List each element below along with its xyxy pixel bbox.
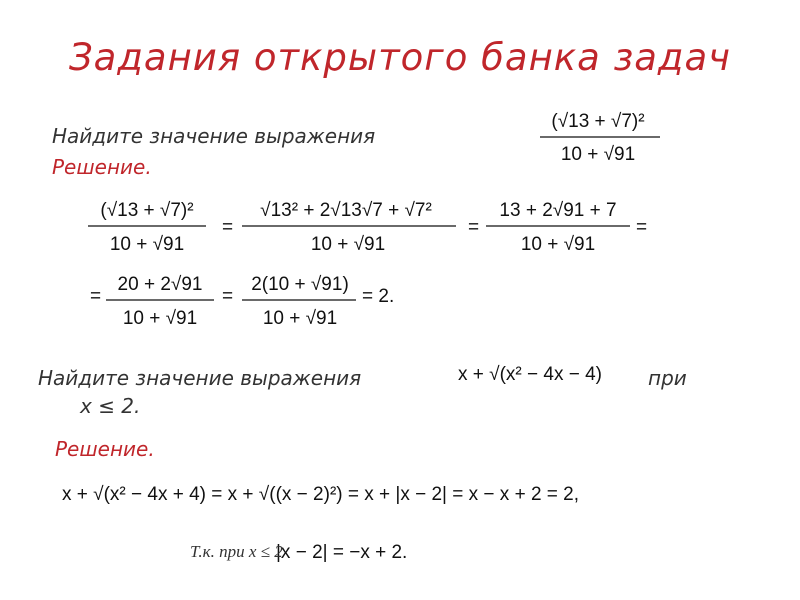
- task2-solution-text: x + √(x² − 4x + 4) = x + √((x − 2)²) = x + |x − 2| = x − x + 2 = 2,: [62, 484, 580, 505]
- step4-numerator: 20 + 2√91: [117, 274, 203, 295]
- equals-sign: =: [468, 217, 480, 238]
- task1-expr-numerator: (√13 + √7)²: [551, 111, 645, 132]
- task1-expression: [540, 111, 660, 165]
- step5-denominator: 10 + √91: [262, 308, 338, 329]
- step5-numerator: 2(10 + √91): [251, 274, 349, 295]
- step1-numerator: (√13 + √7)²: [100, 200, 194, 221]
- task2-condition: x ≤ 2.: [80, 394, 141, 418]
- task2-note-math-text: |x − 2| = −x + 2.: [276, 542, 408, 563]
- equals-sign: =: [222, 217, 234, 238]
- task2-solution-line: [62, 484, 579, 505]
- task1-prompt: Найдите значение выражения: [52, 124, 376, 148]
- task2-solution-label: Решение.: [55, 437, 155, 461]
- task1-solution-row2: [90, 274, 394, 329]
- step3-numerator: 13 + 2√91 + 7: [499, 200, 617, 221]
- page-title: Задания открытого банка задач: [68, 36, 732, 79]
- equals-sign: =: [222, 286, 234, 307]
- step2-numerator: √13² + 2√13√7 + √7²: [260, 200, 432, 221]
- equals-sign: =: [636, 217, 648, 238]
- task2-note-text: Т.к. при x ≤ 2: [190, 542, 283, 561]
- task2-note-math: [276, 542, 407, 563]
- final-result: = 2.: [362, 286, 395, 307]
- task2-prompt: Найдите значение выражения: [38, 366, 362, 390]
- task1-expr-denominator: 10 + √91: [560, 144, 636, 165]
- step3-denominator: 10 + √91: [520, 234, 596, 255]
- task1-solution-label: Решение.: [52, 155, 152, 179]
- step4-denominator: 10 + √91: [122, 308, 198, 329]
- step1-denominator: 10 + √91: [109, 234, 185, 255]
- equals-sign: =: [90, 286, 102, 307]
- step2-denominator: 10 + √91: [310, 234, 386, 255]
- task1-solution-row1: [88, 200, 647, 255]
- task2-condition-word: при: [648, 366, 687, 390]
- task2-expression-text: x + √(x² − 4x − 4): [458, 364, 603, 385]
- task2-expression: [458, 364, 602, 385]
